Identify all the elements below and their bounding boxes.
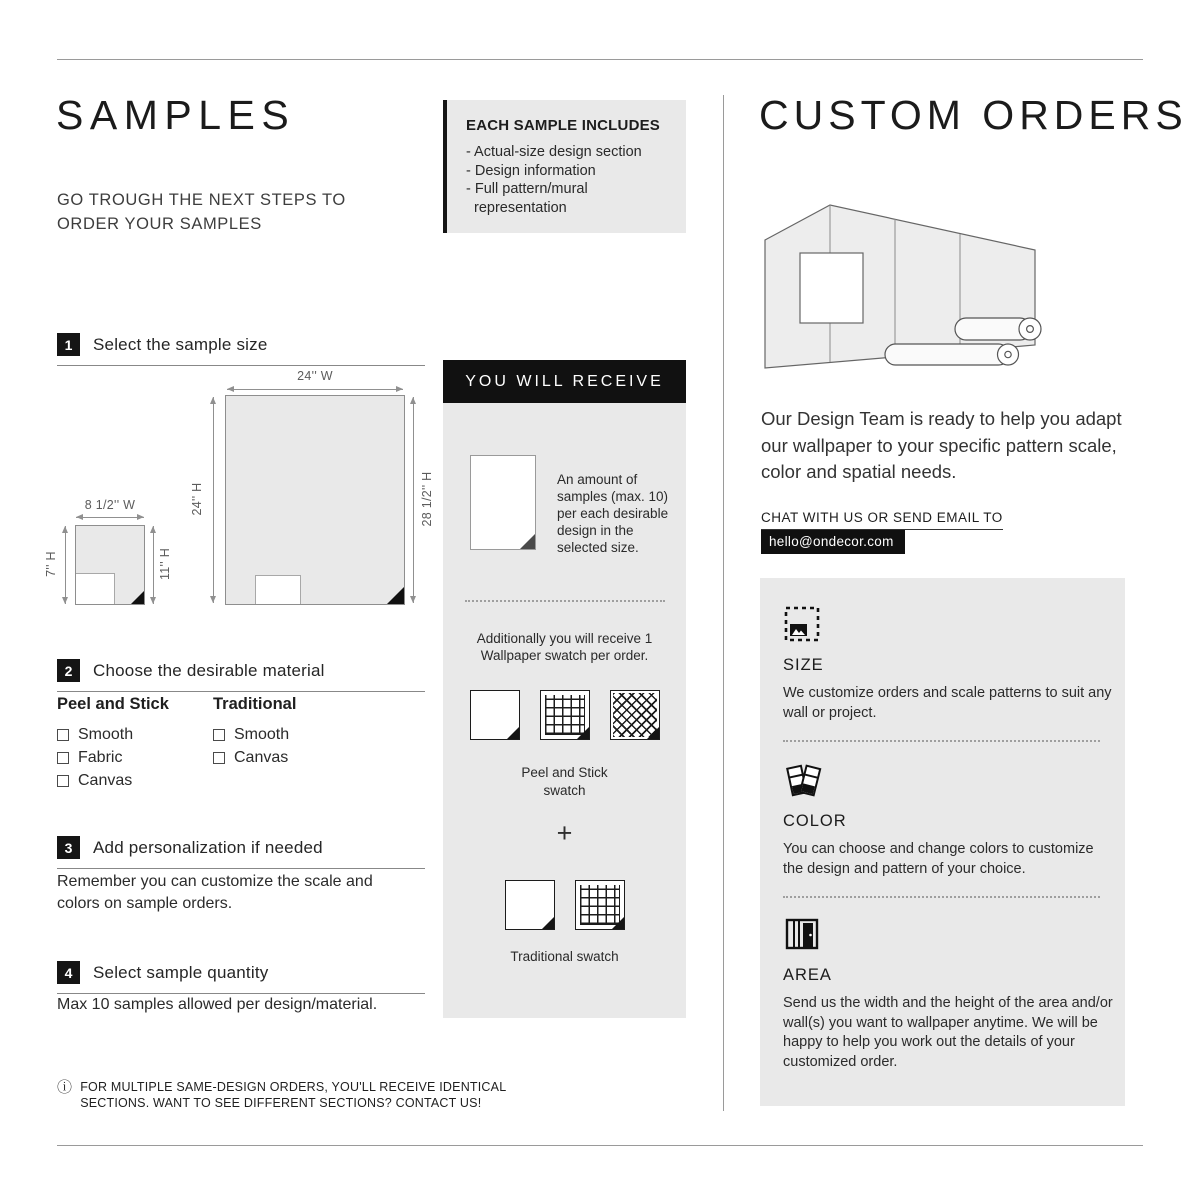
- step-1-label: Select the sample size: [93, 334, 268, 354]
- wallpaper-roll-icon: [955, 318, 1041, 340]
- door-wall-icon: [783, 915, 821, 953]
- dimension-line: [76, 517, 144, 518]
- folded-corner-icon: [520, 534, 535, 549]
- peel-swatch-row: [443, 690, 686, 740]
- folded-corner-icon: [647, 727, 659, 739]
- includes-item: - Full pattern/mural representation: [466, 181, 588, 216]
- material-column-title: Peel and Stick: [57, 695, 169, 713]
- you-will-receive-header: YOU WILL RECEIVE: [443, 360, 686, 403]
- color-swatch-fan-icon: [783, 759, 823, 799]
- sample-section-area: [255, 575, 301, 604]
- column-divider: [723, 95, 724, 1111]
- small-sample-diagram: [75, 525, 145, 605]
- material-option-label: Fabric: [78, 748, 123, 766]
- plain-swatch-icon: [470, 690, 520, 740]
- wallpaper-roll-icon: [885, 344, 1019, 365]
- dotted-divider: [783, 896, 1100, 898]
- dimension-line: [213, 397, 214, 603]
- material-options: [57, 723, 169, 792]
- material-options: [213, 723, 296, 769]
- folded-corner-icon: [387, 587, 404, 604]
- material-option-fabric[interactable]: [57, 746, 169, 769]
- small-sample-height-right-label: 11'' H: [158, 547, 172, 581]
- material-column-traditional: [213, 695, 296, 769]
- grid-swatch-icon: [575, 880, 625, 930]
- grid-swatch-icon: [540, 690, 590, 740]
- large-sample-height-right-label: 28 1/2'' H: [420, 471, 434, 527]
- checkbox-icon: [57, 729, 69, 741]
- material-option-smooth[interactable]: [213, 723, 296, 746]
- feature-name: AREA: [783, 966, 832, 984]
- custom-features-panel: [760, 578, 1125, 1106]
- includes-item: - Design information: [466, 162, 596, 179]
- sample-section-area: [76, 573, 115, 604]
- material-column-title: Traditional: [213, 695, 297, 713]
- step-4-header: [57, 961, 425, 994]
- feature-area: [783, 915, 1113, 1072]
- folded-corner-icon: [577, 727, 589, 739]
- large-sample-width-label: 24'' W: [297, 369, 333, 383]
- feature-name: SIZE: [783, 656, 824, 674]
- quantity-note: Max 10 samples allowed per design/material.: [57, 996, 378, 1013]
- samples-amount-text: An amount of samples (max. 10) per each desirable design in the selected size.: [557, 472, 669, 555]
- folded-corner-icon: [542, 917, 554, 929]
- chat-email-label: CHAT WITH US OR SEND EMAIL TO: [761, 510, 1003, 530]
- checkbox-icon: [57, 752, 69, 764]
- top-divider: [57, 59, 1143, 60]
- custom-orders-title: CUSTOM ORDERS: [759, 92, 1188, 138]
- email-address-badge[interactable]: hello@ondecor.com: [761, 530, 905, 554]
- dimension-line: [227, 389, 403, 390]
- traditional-swatch-label: Traditional swatch: [510, 949, 619, 964]
- custom-orders-intro: Our Design Team is ready to help you adapt our wallpaper to your specific pattern scale, color and spatial needs.: [761, 408, 1122, 482]
- large-sample-diagram: [225, 395, 405, 605]
- step-4-label: Select sample quantity: [93, 962, 269, 982]
- material-option-label: Smooth: [234, 725, 290, 743]
- step-3-header: [57, 836, 425, 869]
- samples-intro-text: GO TROUGH THE NEXT STEPS TO ORDER YOUR SAMPLES: [57, 191, 346, 233]
- footer-note-text: FOR MULTIPLE SAME-DESIGN ORDERS, YOU'LL RECEIVE IDENTICAL SECTIONS. WANT TO SEE DIFFERENT SECTIONS? CONTACT US!: [80, 1080, 506, 1110]
- step-2-number: 2: [57, 659, 80, 682]
- info-icon: ⓘ: [57, 1078, 73, 1096]
- feature-color: [783, 759, 1109, 879]
- material-option-canvas[interactable]: [57, 769, 169, 792]
- bottom-divider: [57, 1145, 1143, 1146]
- you-will-receive-panel: [443, 403, 686, 1018]
- feature-size: [783, 605, 1112, 723]
- folded-corner-icon: [131, 591, 144, 604]
- step-3-label: Add personalization if needed: [93, 837, 323, 857]
- footer-note: [57, 1080, 537, 1111]
- plus-sign: +: [556, 818, 573, 848]
- step-3-number: 3: [57, 836, 80, 859]
- includes-list: [466, 143, 674, 217]
- step-2-label: Choose the desirable material: [93, 660, 325, 680]
- feature-text: We customize orders and scale patterns to suit any wall or project.: [783, 685, 1112, 721]
- checkbox-icon: [213, 729, 225, 741]
- dotted-divider: [783, 740, 1100, 742]
- step-1-number: 1: [57, 333, 80, 356]
- material-option-label: Canvas: [78, 771, 133, 789]
- step-2-header: [57, 659, 425, 692]
- sample-includes-box: [443, 100, 686, 233]
- checkbox-icon: [57, 775, 69, 787]
- dotted-divider: [465, 600, 665, 602]
- dimension-line: [65, 526, 66, 604]
- samples-title: SAMPLES: [56, 92, 296, 138]
- material-option-label: Canvas: [234, 748, 289, 766]
- step-1-header: [57, 333, 425, 366]
- checkbox-icon: [213, 752, 225, 764]
- folded-corner-icon: [612, 917, 624, 929]
- material-option-label: Smooth: [78, 725, 134, 743]
- material-option-smooth[interactable]: [57, 723, 169, 746]
- material-column-peel-and-stick: [57, 695, 169, 792]
- feature-name: COLOR: [783, 812, 847, 830]
- plain-swatch-icon: [505, 880, 555, 930]
- sample-page-icon: [470, 455, 536, 550]
- wallpaper-wall-illustration: [758, 193, 1043, 398]
- large-sample-height-left-label: 24'' H: [190, 482, 204, 516]
- step-4-number: 4: [57, 961, 80, 984]
- personalization-note: Remember you can customize the scale and colors on sample orders.: [57, 873, 373, 912]
- includes-title: EACH SAMPLE INCLUDES: [466, 117, 661, 134]
- feature-text: Send us the width and the height of the area and/or wall(s) you want to wallpaper anytime. We will be happy to help you work out the details of your customized order.: [783, 995, 1113, 1070]
- feature-text: You can choose and change colors to customize the design and pattern of your choice.: [783, 841, 1094, 877]
- dimension-line: [413, 397, 414, 603]
- includes-item: - Actual-size design section: [466, 144, 642, 160]
- crosshatch-swatch-icon: [610, 690, 660, 740]
- image-placeholder-icon: [783, 605, 821, 643]
- dimension-line: [153, 526, 154, 604]
- small-sample-width-label: 8 1/2'' W: [84, 498, 136, 512]
- small-sample-height-left-label: 7'' H: [44, 551, 58, 577]
- peel-swatch-label: Peel and Stick swatch: [521, 765, 608, 798]
- additional-swatch-text: Additionally you will receive 1 Wallpaper swatch per order.: [476, 631, 653, 663]
- material-option-canvas[interactable]: [213, 746, 296, 769]
- traditional-swatch-row: [443, 880, 686, 930]
- folded-corner-icon: [507, 727, 519, 739]
